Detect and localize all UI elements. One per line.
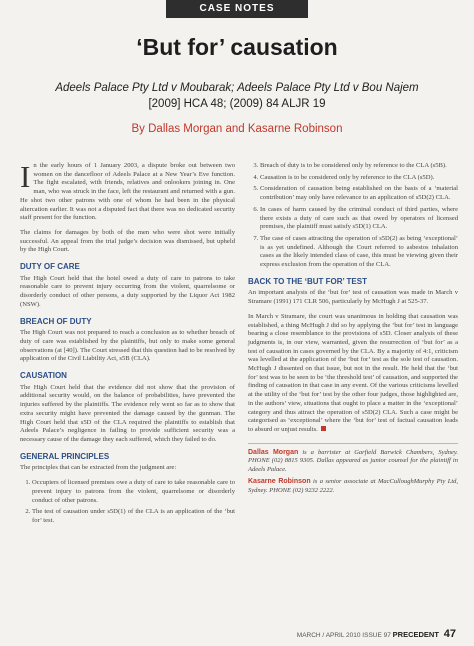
author-name: Dallas Morgan — [248, 448, 299, 456]
right-column — [248, 162, 458, 500]
author-bio — [248, 449, 458, 475]
author-bios — [248, 443, 458, 496]
principles-list-continued — [248, 162, 458, 270]
heading-causation: CAUSATION — [20, 371, 67, 381]
case-citation: [2009] HCA 48; (2009) 84 ALJR 19 — [148, 98, 326, 110]
paragraph: The High Court was not prepared to reach a conclusion as to whether breach of duty of care was established by the plaintiffs, but only to make some general observations (at [40]). The Court stressed that this question had to be resolved by application of the Civil Liability Act, s5B (CLA). — [20, 329, 235, 363]
list-item: 4. Causation is to be considered only by reference to the CLA (s5D). — [260, 174, 458, 183]
intro-paragraph — [20, 159, 235, 223]
list-item: 7. The case of cases attracting the operation of s5D(2) as being ‘exceptional’ is as yet undefined. Although the Court referred to asbestos inhalation cases as the likely intended class of case, this must be viewing given their express exclusion from the operation of the CLA. — [260, 235, 458, 270]
page-number: 47 — [443, 628, 456, 640]
article-title: ‘But for’ causation — [136, 34, 338, 60]
list-item: 1. Occupiers of licensed premises owe a duty of care to take reasonable care to prevent injury to patrons from the violent, quarrelsome or disorderly conduct of other patrons. — [32, 479, 235, 505]
list-item: 3. Breach of duty is to be considered only by reference to the CLA (s5B). — [260, 162, 458, 171]
author-bio-text: is a senior associate at MacCulloughMurphy Pty Ltd, Sydney. PHONE (02) 9232 2222. — [248, 478, 459, 495]
heading-duty-of-care: DUTY OF CARE — [20, 262, 80, 272]
list-item: 5. Consideration of causation being established on the basis of a ‘material contribution’ may only have relevance to an application of s5D(2) CLA. — [260, 185, 458, 202]
list-item: 2. The test of causation under s5D(1) of the CLA is an application of the ‘but for’ test. — [32, 508, 235, 525]
list-item: 6. In cases of harm caused by the criminal conduct of third parties, where there exists a duty of care such as that owed by operators of licensed premises, the plaintiff must satisfy s5D(1) CLA. — [260, 206, 458, 232]
paragraph: The High Court held that the evidence did not show that the provision of additional security would, on the balance of probabilities, have prevented the injuries suffered by the plaintiffs. The evidence rely went so far as to show that extra security might have prevented the damage caused by the gunman. The High Court held that s5D of the CLA required the plaintiffs to establish that Adeels Palace’s negligence in failing to provide sufficient security was a necessary cause of the damage they each suffered, which they failed to do. — [20, 383, 235, 443]
heading-breach-of-duty: BREACH OF DUTY — [20, 316, 92, 326]
author-bio-text: is a barrister at Garfield Barwick Chambers, Sydney. PHONE (02) 8815 9305. Dallas appeared as junior counsel for the plaintiff in Adeels Palace. — [248, 448, 459, 473]
author-name: Kasarne Robinson — [248, 478, 311, 486]
paragraph: An important analysis of the ‘but for’ test of causation was made in March v Stramare (1991) 171 CLR 506, particularly by McHugh J at 525-37. — [248, 289, 458, 306]
principles-list — [20, 479, 235, 526]
heading-back-to-but-for: BACK TO THE ‘BUT FOR’ TEST — [248, 276, 367, 286]
heading-general-principles: GENERAL PRINCIPLES — [20, 451, 110, 461]
issue-label: MARCH / APRIL 2010 ISSUE 97 — [296, 632, 391, 639]
end-mark-icon — [321, 426, 326, 431]
paragraph: The claims for damages by both of the men who were shot were initially successful. An appeal from the trial judge’s decision was dismissed, but upheld by the High Court. — [20, 228, 235, 254]
section-label: CASE NOTES — [166, 0, 308, 18]
paragraph — [248, 313, 458, 435]
drop-cap: I — [20, 159, 31, 194]
paragraph-text: In March v Stramare, the court was unanimous in holding that causation was established, a thing McHugh J did so by applying the ‘but for’ test in language bearing a close resemblance to the provisions of s5D. Closer analysis of these judgments is, in our view, warranted, given the resurrection of ‘but for’ as a test of causation in cases governed by the CLA. By a majority of 4:1, criticism was levelled at the application of the ‘but for’ test as the sole test of causation. McHugh J dissented on that issue, but not in the result. He held that the ‘but for’ test was to be seen to be ‘the threshold test’ of causation, and supported the finding of causation in that case in any event. Of the various criticisms levelled at the utility of the ‘but for’ test by the other four judges, those highlighted are, in the authors’ view, situations that ought to place a matter in the ‘exceptional’ category and thus attract the operation of s5D(2) CLA. Such a case might be categorised as ‘exceptional’ where the ‘but for’ test of factual causation leads to absurd or unjust results. — [248, 312, 458, 433]
paragraph: The High Court held that the hotel owed a duty of care to patrons to take reasonable care to prevent injury occurring from the violent, quarrelsome or disorderly conduct of other persons, a duty supported by the Liquor Act 1982 (NSW). — [20, 274, 235, 308]
author-bio — [248, 478, 458, 495]
intro-text: n the early hours of 1 January 2003, a dispute broke out between two women on the dancefloor of Adeels Palace at a New Year’s Eve function. The fight escalated, with friends, relatives and onlookers joining in. One man, who was struck in the face, left the restaurant and returned with a gun. He shot two other patrons with one of whom he had been in the physical altercation earlier. It was not a disputed fact that there was no dedicated security staff present for the function. — [20, 162, 235, 222]
left-column — [20, 159, 235, 532]
magazine-name: PRECEDENT — [392, 630, 439, 639]
case-names: Adeels Palace Pty Ltd v Moubarak; Adeels Palace Pty Ltd v Bou Najem — [55, 82, 419, 94]
page-footer — [297, 628, 456, 640]
byline: By Dallas Morgan and Kasarne Robinson — [131, 123, 343, 135]
paragraph: The principles that can be extracted from the judgment are: — [20, 464, 177, 472]
